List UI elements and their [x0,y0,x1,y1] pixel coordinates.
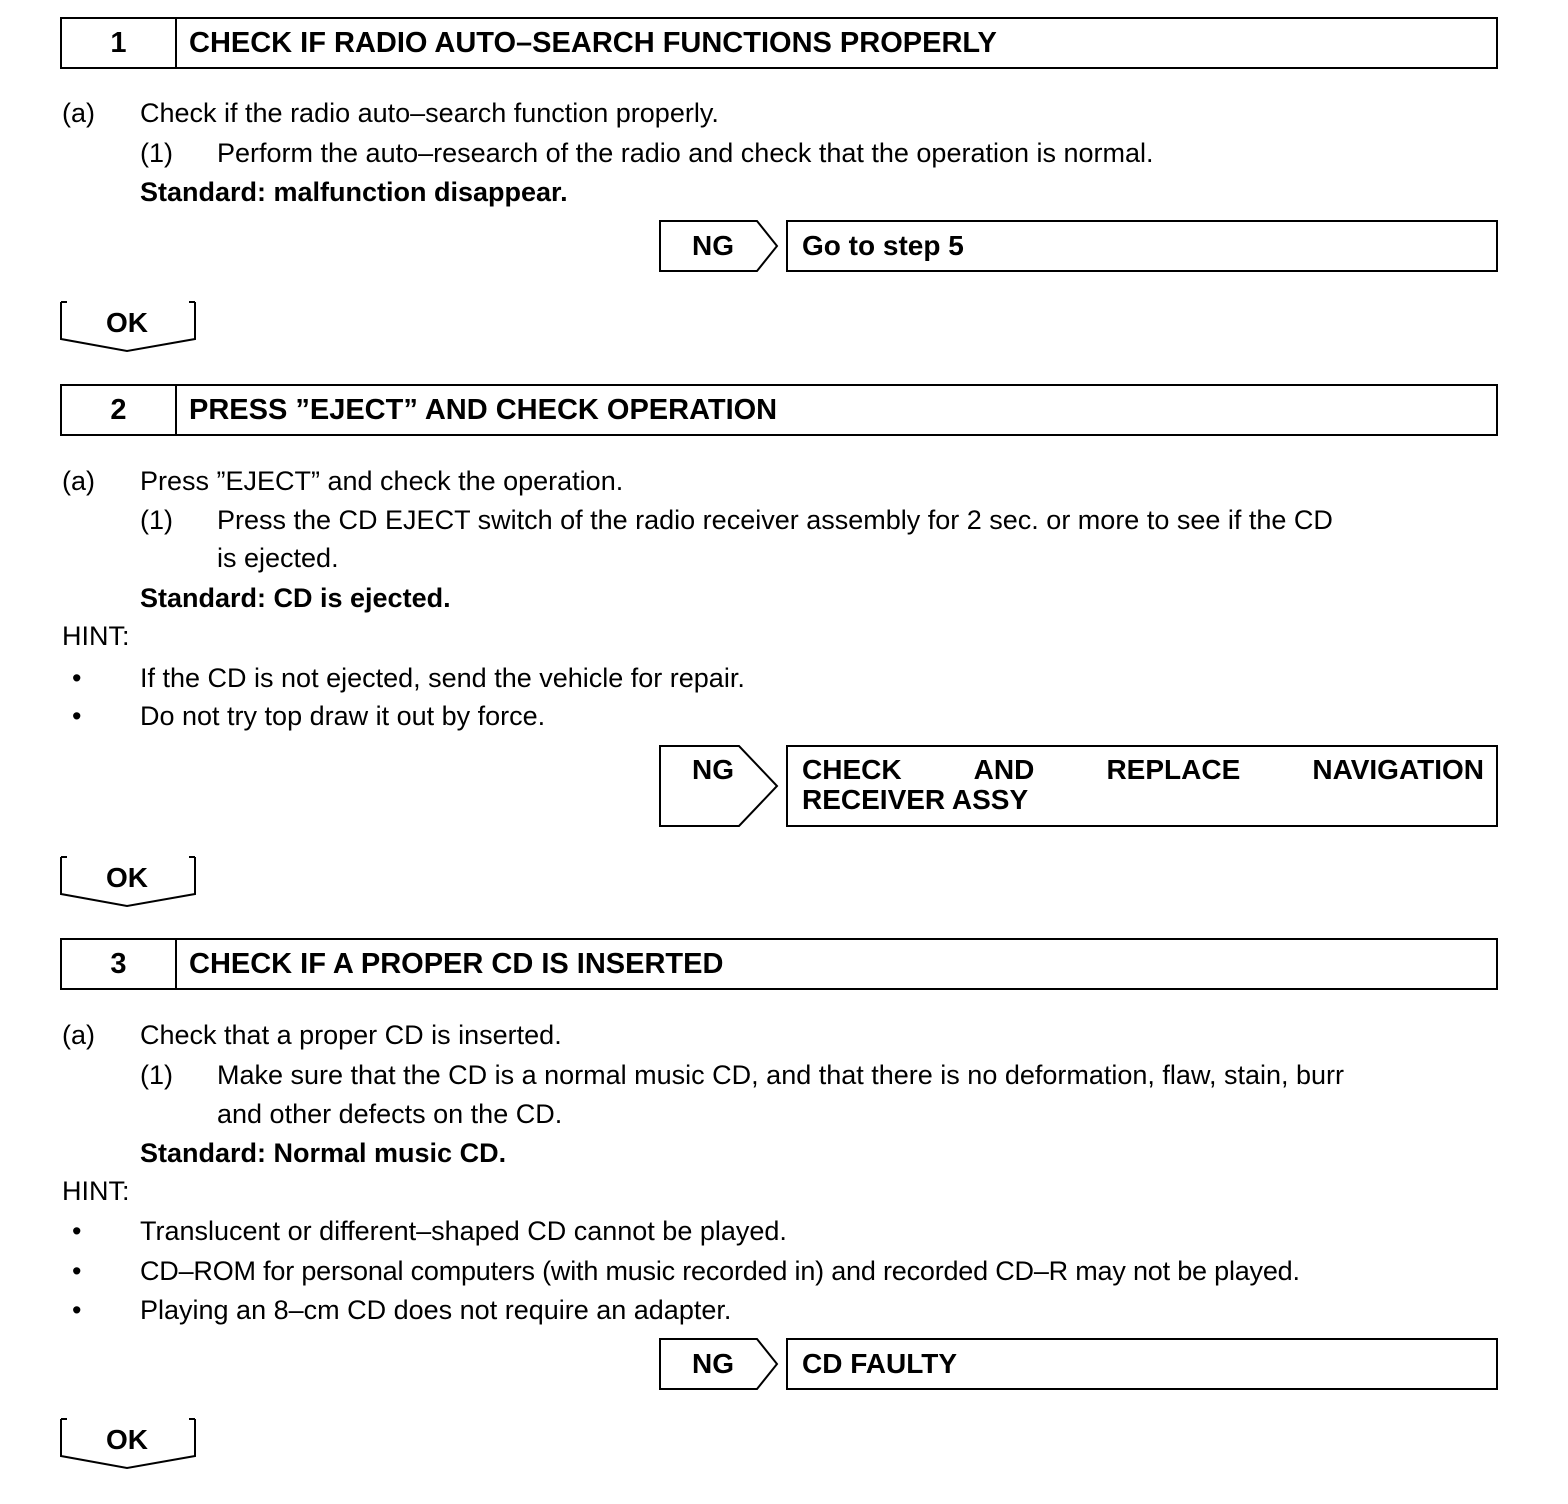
subitem-text: Make sure that the CD is a normal music CD, and that there is no deformation, flaw, stain, burr [217,1060,1344,1090]
ok-arrow [59,301,199,353]
subitem-label: (1) [140,138,173,168]
ng-label: NG [692,754,734,785]
ng-result-box [786,220,1498,272]
hint-item: CD–ROM for personal computers (with music recorded in) and recorded CD–R may not be played. [140,1256,1300,1286]
ng-arrow [659,745,779,827]
standard-text: Standard: CD is ejected. [140,583,451,613]
result-word: NAVIGATION [1312,754,1484,785]
item-label: (a) [62,466,95,496]
standard-text: Standard: malfunction disappear. [140,177,568,207]
bullet: • [72,663,82,693]
item-label: (a) [62,98,95,128]
step-3-header [60,938,1498,990]
step-number: 3 [62,940,177,988]
hint-item: Translucent or different–shaped CD cannot be played. [140,1216,787,1246]
hint-item: Playing an 8–cm CD does not require an adapter. [140,1295,732,1325]
step-2-header [60,384,1498,436]
result-word: CHECK [802,754,902,785]
ng-result-text-line-2: RECEIVER ASSY [802,784,1029,815]
subitem-text: and other defects on the CD. [217,1099,563,1129]
ng-result-text-line-1 [802,755,1484,785]
bullet: • [72,1216,82,1246]
subitem-text: Perform the auto–research of the radio and check that the operation is normal. [217,138,1154,168]
subitem-label: (1) [140,505,173,535]
bullet: • [72,1295,82,1325]
ng-label: NG [692,1348,734,1379]
subitem-label: (1) [140,1060,173,1090]
ng-arrow [659,220,779,272]
item-text: Check if the radio auto–search function properly. [140,98,719,128]
ok-arrow [59,1418,199,1470]
ok-arrow [59,856,199,908]
hint-label: HINT: [62,621,130,651]
step-1-header [60,17,1498,69]
ok-label: OK [106,862,148,893]
item-label: (a) [62,1020,95,1050]
standard-text: Standard: Normal music CD. [140,1138,507,1168]
subitem-text: Press the CD EJECT switch of the radio receiver assembly for 2 sec. or more to see if the CD [217,505,1333,535]
item-text: Press ”EJECT” and check the operation. [140,466,624,496]
ng-result-box [786,1338,1498,1390]
step-number: 1 [62,19,177,67]
ng-result-text: Go to step 5 [802,230,964,261]
hint-item: Do not try top draw it out by force. [140,701,546,731]
step-title: CHECK IF RADIO AUTO–SEARCH FUNCTIONS PROPERLY [189,27,997,59]
result-word: AND [973,754,1035,785]
ng-result-text: CD FAULTY [802,1348,958,1379]
bullet: • [72,701,82,731]
hint-item: If the CD is not ejected, send the vehicle for repair. [140,663,745,693]
step-title: CHECK IF A PROPER CD IS INSERTED [189,948,724,980]
result-word: REPLACE [1106,754,1241,785]
bullet: • [72,1256,82,1286]
ng-label: NG [692,230,734,261]
ok-label: OK [106,1424,148,1455]
ok-label: OK [106,307,148,338]
item-text: Check that a proper CD is inserted. [140,1020,562,1050]
ng-result-box [786,745,1498,827]
hint-label: HINT: [62,1176,130,1206]
step-number: 2 [62,386,177,434]
subitem-text: is ejected. [217,543,339,573]
step-title: PRESS ”EJECT” AND CHECK OPERATION [189,394,778,426]
ng-arrow [659,1338,779,1390]
